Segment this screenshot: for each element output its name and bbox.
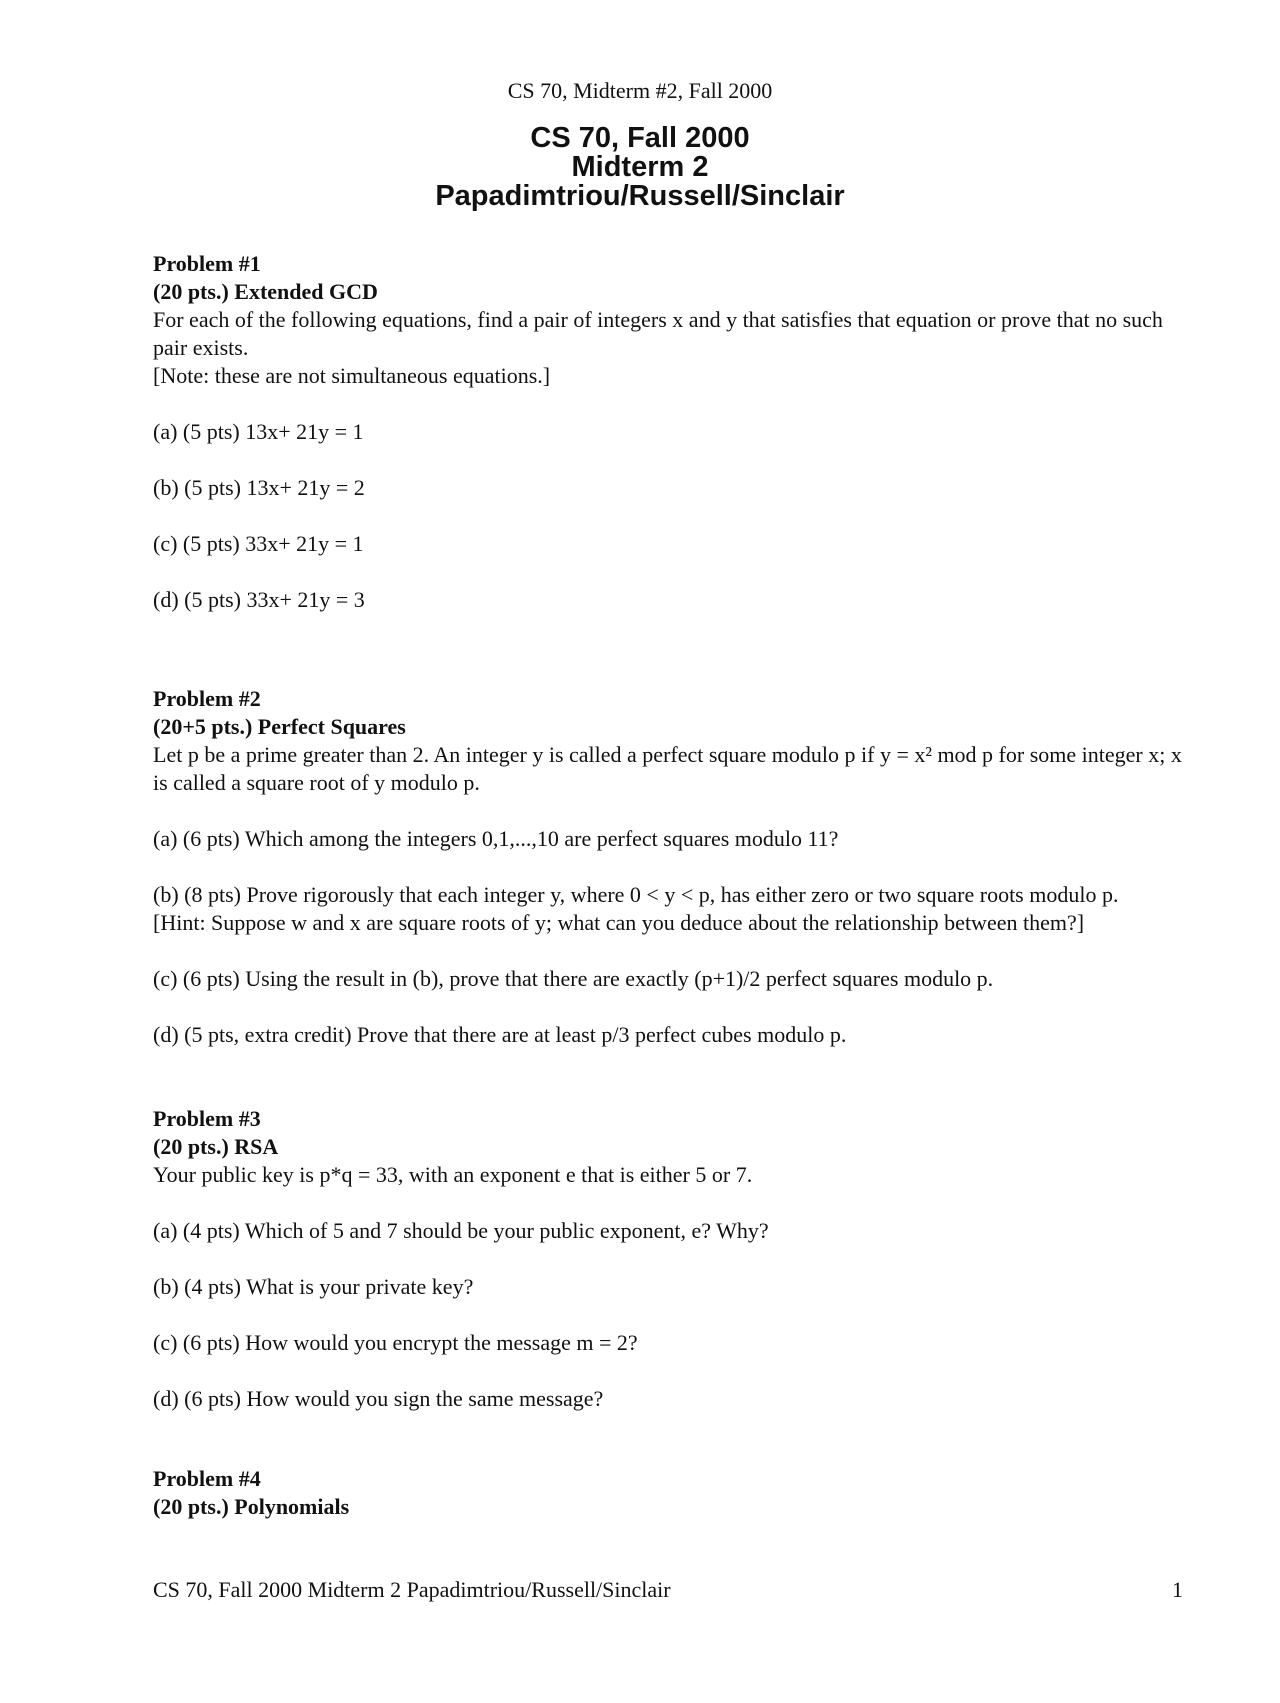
- problem-3-heading: Problem #3: [153, 1106, 261, 1131]
- problem-1-heading: Problem #1: [153, 251, 261, 276]
- page-footer: [153, 1577, 1183, 1603]
- footer-text: CS 70, Fall 2000 Midterm 2 Papadimtriou/Russell/Sinclair: [153, 1577, 671, 1602]
- exam-title: [0, 124, 1280, 211]
- title-course: CS 70, Fall 2000: [530, 122, 750, 154]
- title-exam: Midterm 2: [571, 151, 709, 183]
- problem-3-intro: Your public key is p*q = 33, with an exponent e that is either 5 or 7.: [153, 1162, 753, 1187]
- problem-3-item-c: (c) (6 pts) How would you encrypt the message m = 2?: [153, 1330, 638, 1355]
- title-instructors: Papadimtriou/Russell/Sinclair: [435, 180, 845, 212]
- problem-3-subheading: (20 pts.) RSA: [153, 1134, 279, 1159]
- problem-4-heading: Problem #4: [153, 1466, 261, 1491]
- problem-4: [153, 1465, 1183, 1521]
- problem-1-item-c: (c) (5 pts) 33x+ 21y = 1: [153, 531, 364, 556]
- problem-1: [153, 250, 1183, 614]
- running-header: CS 70, Midterm #2, Fall 2000: [507, 78, 773, 103]
- problem-1-item-b: (b) (5 pts) 13x+ 21y = 2: [153, 475, 365, 500]
- problem-2-heading: Problem #2: [153, 686, 261, 711]
- page-number: 1: [1172, 1577, 1183, 1602]
- problem-1-intro: For each of the following equations, find a pair of integers x and y that satisfies that equation or prove that no such pair exists.: [153, 307, 1163, 360]
- problem-1-note: [Note: these are not simultaneous equations.]: [153, 363, 551, 388]
- problem-2-item-c: (c) (6 pts) Using the result in (b), prove that there are exactly (p+1)/2 perfect squares modulo p.: [153, 966, 994, 991]
- problem-3-item-d: (d) (6 pts) How would you sign the same message?: [153, 1386, 604, 1411]
- problem-2-item-d: (d) (5 pts, extra credit) Prove that there are at least p/3 perfect cubes modulo p.: [153, 1022, 847, 1047]
- problem-2-item-b: (b) (8 pts) Prove rigorously that each integer y, where 0 < y < p, has either zero or two square roots modulo p.: [153, 882, 1119, 907]
- problem-2-hint: [Hint: Suppose w and x are square roots of y; what can you deduce about the relationship between them?]: [153, 910, 1085, 935]
- problem-3-item-a: (a) (4 pts) Which of 5 and 7 should be your public exponent, e? Why?: [153, 1218, 769, 1243]
- problem-2-intro: Let p be a prime greater than 2. An integer y is called a perfect square modulo p if y = x² mod p for some integer x; x is called a square root of y modulo p.: [153, 742, 1182, 795]
- problem-2: [153, 685, 1183, 1049]
- problem-3: [153, 1105, 1183, 1413]
- problem-1-item-d: (d) (5 pts) 33x+ 21y = 3: [153, 587, 365, 612]
- problem-3-item-b: (b) (4 pts) What is your private key?: [153, 1274, 474, 1299]
- problem-1-subheading: (20 pts.) Extended GCD: [153, 279, 378, 304]
- problem-2-item-a: (a) (6 pts) Which among the integers 0,1,...,10 are perfect squares modulo 11?: [153, 826, 839, 851]
- problem-2-subheading: (20+5 pts.) Perfect Squares: [153, 714, 406, 739]
- problem-4-subheading: (20 pts.) Polynomials: [153, 1494, 350, 1519]
- problem-1-item-a: (a) (5 pts) 13x+ 21y = 1: [153, 419, 364, 444]
